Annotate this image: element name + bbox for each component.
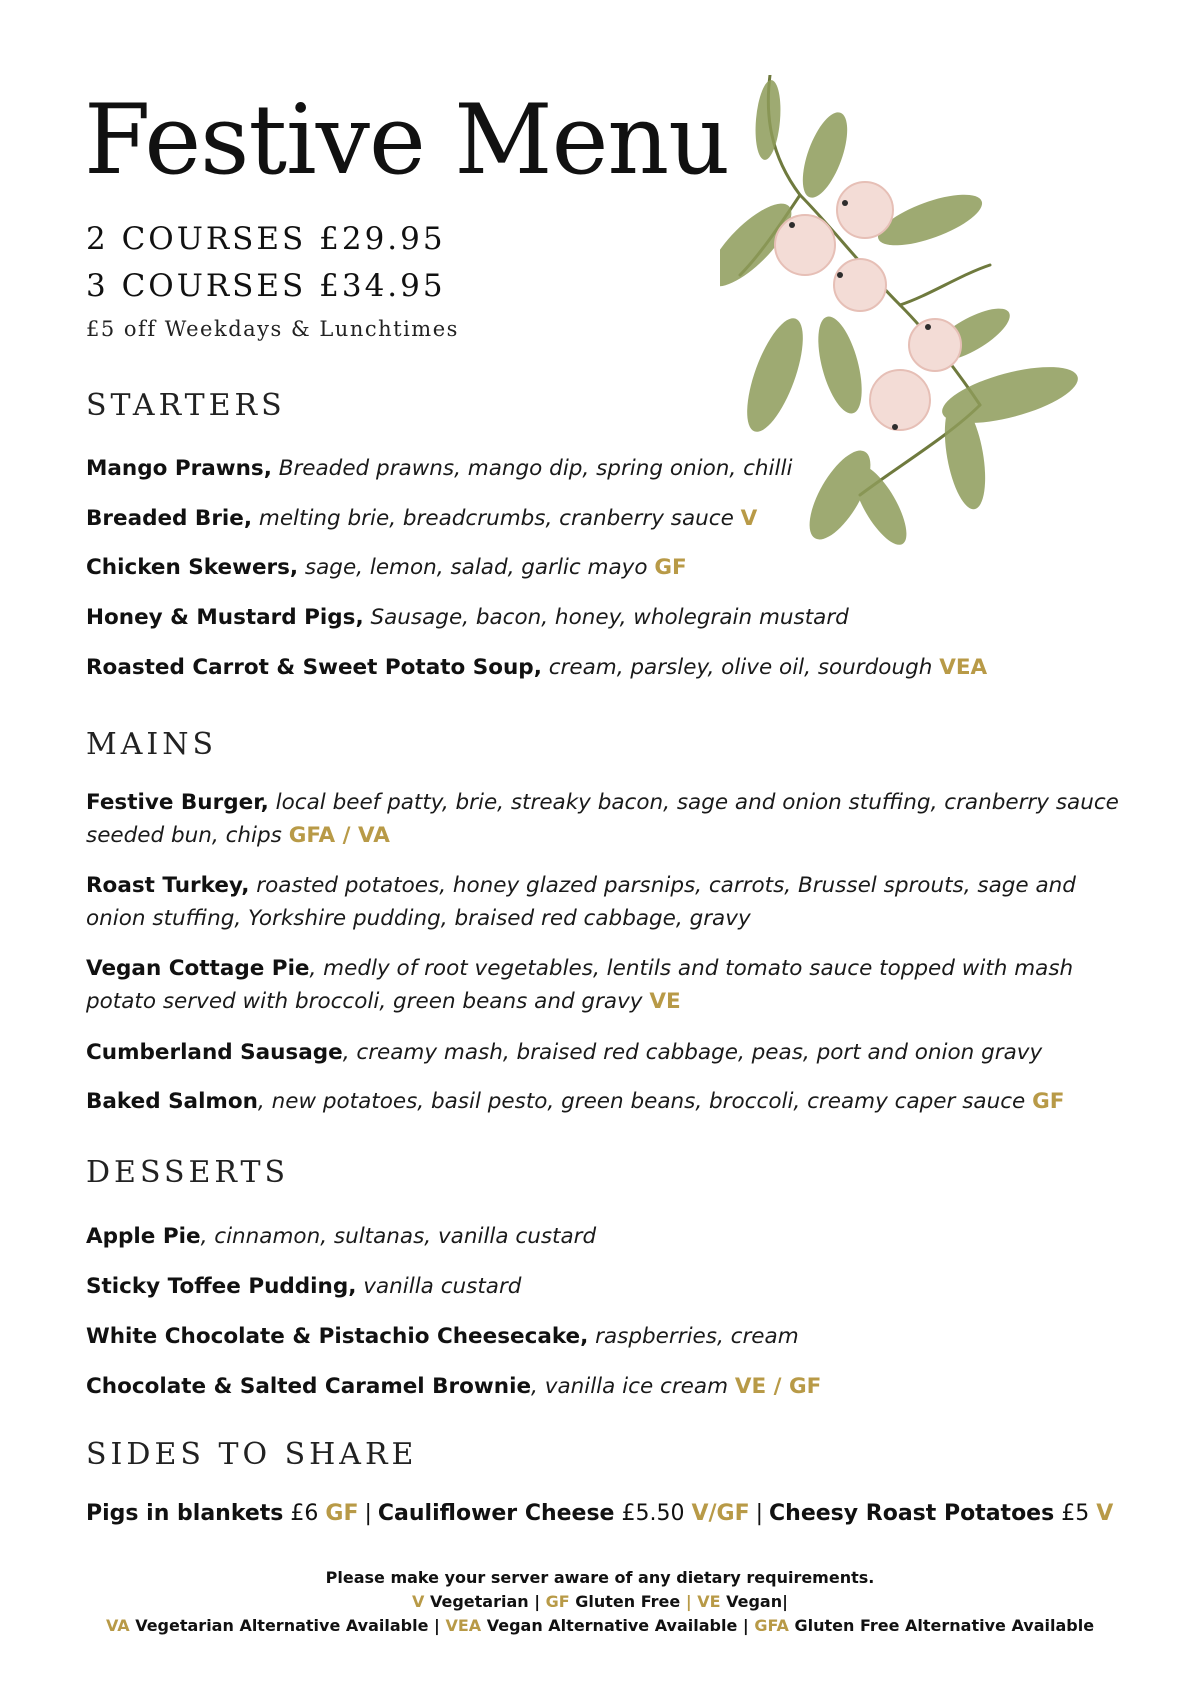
- item-name: Honey & Mustard Pigs,: [86, 605, 364, 630]
- menu-item: [86, 502, 1136, 535]
- key-code: V: [412, 1592, 425, 1611]
- menu-item: [86, 452, 1136, 485]
- side-price: £6: [283, 1501, 326, 1526]
- section-heading-starters: STARTERS: [86, 388, 286, 423]
- menu-item: [86, 651, 1136, 684]
- menu-item: [86, 1270, 1136, 1303]
- side-price: £5: [1054, 1501, 1097, 1526]
- side-name: Pigs in blankets: [86, 1501, 284, 1526]
- page-title: Festive Menu: [84, 84, 730, 196]
- item-description: roasted potatoes, honey glazed parsnips, carrots, Brussel sprouts, sage and onion stuffing, Yorkshire pudding, braised red cabbage, gravy: [86, 873, 1076, 931]
- two-course-price: 2 COURSES £29.95: [86, 221, 446, 257]
- key-code: GFA: [754, 1616, 789, 1635]
- dietary-tag: GF: [325, 1501, 359, 1526]
- dietary-tag: V: [740, 506, 758, 531]
- key-code: VE: [691, 1592, 721, 1611]
- menu-item: [86, 1036, 1136, 1069]
- menu-item: [86, 1370, 1136, 1403]
- dietary-tag: V/GF: [691, 1501, 750, 1526]
- item-description: sage, lemon, salad, garlic mayo: [298, 555, 655, 580]
- item-name: Cumberland Sausage: [86, 1040, 343, 1065]
- side-name: Cauliflower Cheese: [377, 1501, 615, 1526]
- item-description: Breaded prawns, mango dip, spring onion, chilli: [271, 456, 793, 481]
- menu-item: [86, 551, 1136, 584]
- sides-list: [86, 1497, 1113, 1530]
- item-description: , cinnamon, sultanas, vanilla custard: [200, 1224, 597, 1249]
- item-description: vanilla custard: [356, 1274, 522, 1299]
- menu-item: [86, 786, 1136, 852]
- menu-item: [86, 1085, 1136, 1118]
- item-description: , medly of root vegetables, lentils and tomato sauce topped with mash potato served with broccoli, green beans and gravy: [86, 956, 1074, 1014]
- menu-item: [86, 1220, 1136, 1253]
- section-heading-desserts: DESSERTS: [86, 1155, 290, 1190]
- key-code: GF: [545, 1592, 570, 1611]
- item-name: Mango Prawns,: [86, 456, 272, 481]
- item-name: White Chocolate & Pistachio Cheesecake,: [86, 1324, 589, 1349]
- dietary-tag: GF: [654, 555, 687, 580]
- dietary-tag: GFA / VA: [288, 823, 390, 848]
- item-description: melting brie, breadcrumbs, cranberry sauce: [252, 506, 741, 531]
- item-name: Baked Salmon: [86, 1089, 258, 1114]
- weekday-offer: £5 off Weekdays & Lunchtimes: [86, 317, 459, 341]
- menu-item: [86, 1320, 1136, 1353]
- item-description: raspberries, cream: [588, 1324, 799, 1349]
- item-name: Roast Turkey,: [86, 873, 250, 898]
- item-name: Festive Burger,: [86, 790, 269, 815]
- key-label: Vegetarian |: [424, 1592, 546, 1611]
- key-label: Vegan Alternative Available |: [481, 1616, 755, 1635]
- dietary-notice: Please make your server aware of any dietary requirements.: [325, 1568, 875, 1587]
- key-separator: |: [685, 1592, 692, 1611]
- menu-item: [86, 601, 1136, 634]
- key-code: VEA: [445, 1616, 482, 1635]
- dietary-key-line-2: [0, 1614, 1200, 1638]
- separator: |: [755, 1501, 764, 1526]
- dietary-key-line-1: [0, 1590, 1200, 1614]
- dietary-tag: VE / GF: [734, 1374, 822, 1399]
- side-name: Cheesy Roast Potatoes: [769, 1501, 1055, 1526]
- side-price: £5.50: [614, 1501, 692, 1526]
- item-name: Roasted Carrot & Sweet Potato Soup,: [86, 655, 542, 680]
- dietary-tag: VEA: [939, 655, 988, 680]
- item-name: Vegan Cottage Pie: [86, 956, 310, 981]
- separator: |: [364, 1501, 372, 1526]
- key-code: VA: [105, 1616, 130, 1635]
- menu-item: [86, 869, 1136, 935]
- dietary-tag: VE: [649, 989, 681, 1014]
- dietary-tag: V: [1096, 1501, 1114, 1526]
- key-label: Gluten Free: [569, 1592, 686, 1611]
- menu-item: [86, 952, 1136, 1018]
- item-description: , vanilla ice cream: [531, 1374, 735, 1399]
- item-description: Sausage, bacon, honey, wholegrain mustard: [363, 605, 849, 630]
- three-course-price: 3 COURSES £34.95: [86, 268, 446, 304]
- item-name: Chicken Skewers,: [86, 555, 299, 580]
- item-description: cream, parsley, olive oil, sourdough: [541, 655, 940, 680]
- section-heading-sides: SIDES TO SHARE: [86, 1437, 418, 1472]
- item-name: Sticky Toffee Pudding,: [86, 1274, 357, 1299]
- key-label: Vegan|: [720, 1592, 788, 1611]
- item-description: local beef patty, brie, streaky bacon, sage and onion stuffing, cranberry sauce seeded bun, chips: [86, 790, 1119, 848]
- item-name: Chocolate & Salted Caramel Brownie: [86, 1374, 532, 1399]
- item-name: Breaded Brie,: [86, 506, 253, 531]
- dietary-tag: GF: [1032, 1089, 1065, 1114]
- section-heading-mains: MAINS: [86, 727, 218, 762]
- key-label: Gluten Free Alternative Available: [788, 1616, 1095, 1635]
- item-description: , new potatoes, basil pesto, green beans, broccoli, creamy caper sauce: [257, 1089, 1033, 1114]
- key-label: Vegetarian Alternative Available |: [129, 1616, 446, 1635]
- item-name: Apple Pie: [86, 1224, 201, 1249]
- item-description: , creamy mash, braised red cabbage, peas, port and onion gravy: [342, 1040, 1043, 1065]
